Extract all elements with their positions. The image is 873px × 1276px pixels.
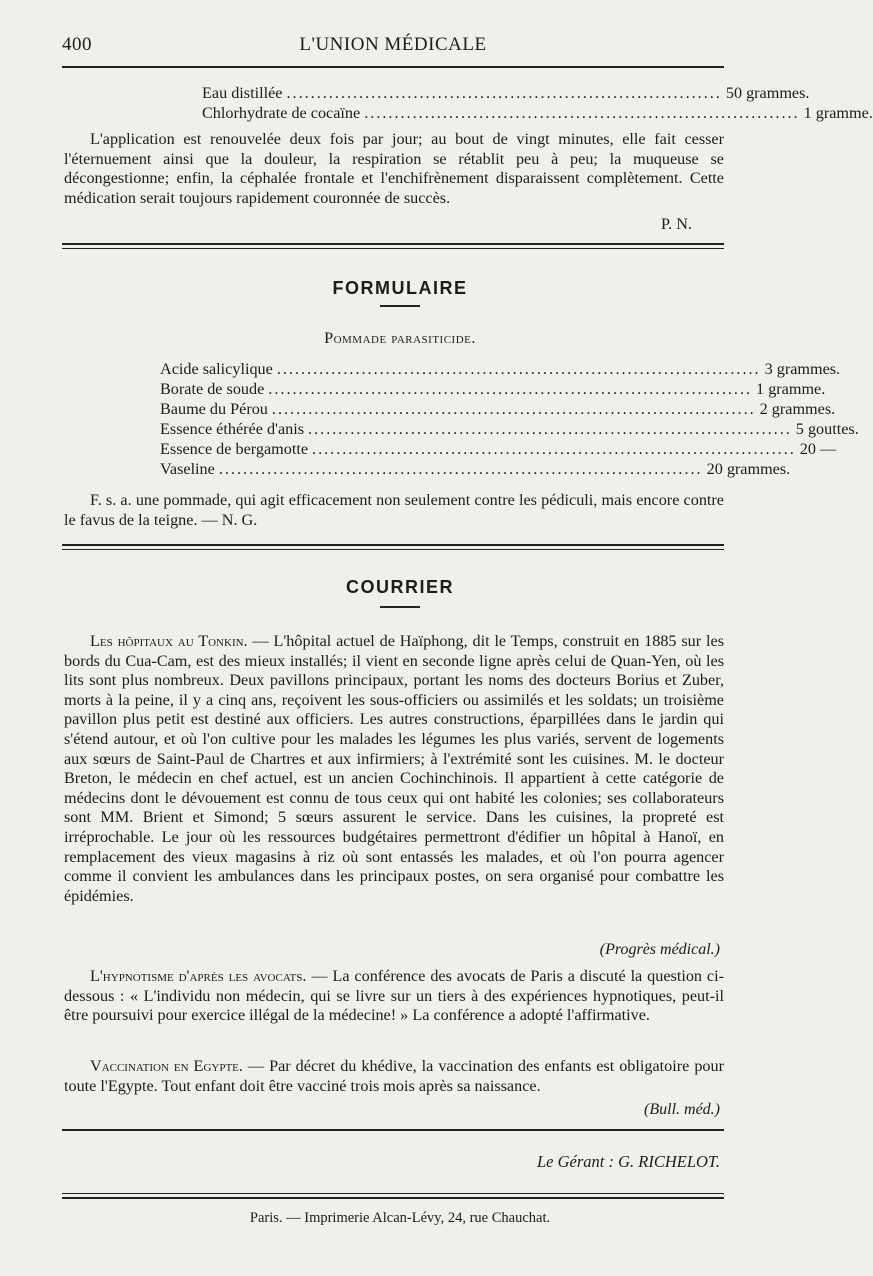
leader-dots: ................................................................................ <box>268 380 753 398</box>
item-heading: Vaccination en Egypte. <box>90 1057 243 1075</box>
item-source: (Bull. méd.) <box>644 1101 720 1118</box>
journal-title: L'UNION MÉDICALE <box>299 34 487 55</box>
leader-dots: ........................................................................ <box>286 84 722 102</box>
page-header <box>62 34 724 60</box>
printer-imprint: Paris. — Imprimerie Alcan-Lévy, 24, rue Chauchat. <box>249 1210 551 1226</box>
application-paragraph: L'application est renouvelée deux fois par jour; au bout de vingt minutes, elle fait cesser l'éternuement ainsi que la douleur, la respiration se rétablit peu à peu; la muqueuse se décongestionne; enfin, la céphalée frontale et l'enchifrènement disparaissent complètement. Cette médication serait toujours rapidement couronnée de succès. <box>64 130 724 207</box>
ingredient-line <box>160 380 826 400</box>
section-rule-thin <box>62 549 724 550</box>
paragraph-signature: P. N. <box>660 215 692 233</box>
ingredient-quantity: 5 gouttes. <box>795 420 859 438</box>
ingredient-line <box>160 420 859 440</box>
item-source: (Progrès médical.) <box>599 941 720 958</box>
leader-dots: ................................................................................ <box>312 440 796 458</box>
page-number: 400 <box>62 34 92 55</box>
ingredient-quantity: 1 gramme. <box>803 104 873 122</box>
section-rule <box>62 243 724 245</box>
ingredient-name: Chlorhydrate de cocaïne <box>202 104 361 122</box>
ingredient-line <box>160 460 791 480</box>
imprint-rule <box>62 1193 724 1194</box>
ingredient-quantity: 1 gramme. <box>756 380 826 398</box>
item-heading: L'hypnotisme d'après les avocats. <box>90 967 307 985</box>
ingredient-name: Vaseline <box>160 460 215 478</box>
closing-rule <box>62 1129 724 1131</box>
item-body: — La conférence des avocats de Paris a discuté la question ci-dessous : « L'individu non médecin, qui se livre sur un tiers à des expériences hypnotiques, peut-il être poursuivi pour exercice illégal de la médecine! » La conférence a adopté l'affirmative. <box>64 967 724 1025</box>
item-body: — Par décret du khédive, la vaccination des enfants est obligatoire pour toute l'Egypte. Tout enfant doit être vacciné trois mois après sa naissance. <box>64 1057 724 1095</box>
formulaire-instructions: F. s. a. une pommade, qui agit efficacement non seulement contre les pédiculi, mais encore contre le favus de la teigne. — N. G. <box>64 491 724 529</box>
leader-dots: ................................................................................ <box>308 420 792 438</box>
ingredient-quantity: 20 grammes. <box>706 460 791 478</box>
ingredient-quantity: 50 grammes. <box>725 84 810 102</box>
ingredient-name: Eau distillée <box>202 84 283 102</box>
item-body: — L'hôpital actuel de Haïphong, dit le Temps, construit en 1885 sur les bords du Cua-Cam, est des mieux installés; il vient en seconde ligne après celui de Quan-Yen, où les lits sont plus nombreux. Deux pavillons principaux, portant les noms des docteurs Borius et Zuber, morts à la peine, il y a cinq ans, reçoivent les sous-officiers ou assimilés et les soldats; un troisième pavillon plus petit est destiné aux officiers. Les autres constructions, éparpillées dans le jardin qui s'étend autour, et où l'on cultive pour les malades les légumes les plus variés, servent de logements aux sœurs de Saint-Paul de Chartres et aux infirmiers; à l'extrémité sont les cuisines. M. le docteur Breton, le médecin en chef actuel, est un ancien Cochinchinois. Il appartient à cette catégorie de médecins dont le dévouement est connu de tous ceux qui ont habité les colonies; ses collaborateurs sont MM. Brient et Simond; 5 sœurs assurent le service. Dans les cuisines, la propreté est irréprochable. Le jour où les ressources budgétaires permettront d'édifier un hôpital à Hanoï, en remplacement des vieux magasins à riz où sont entassés les malades, et où l'on pourra agencer comme il convient les ambulances dans les principaux postes, on sera organisé pour combattre les épidémies. <box>64 632 724 905</box>
ingredient-quantity: 20 — <box>799 440 837 458</box>
formulaire-title: FORMULAIRE <box>332 278 468 298</box>
imprint-rule-thick <box>62 1197 724 1199</box>
header-rule <box>62 66 724 68</box>
ingredient-line <box>160 360 841 380</box>
top-ingredient-line <box>202 104 873 124</box>
courrier-item-tonkin <box>64 632 724 906</box>
ingredient-name: Essence de bergamotte <box>160 440 309 458</box>
courrier-item-vaccination <box>64 1057 724 1096</box>
ingredient-name: Acide salicylique <box>160 360 273 378</box>
item-heading: Les hôpitaux au Tonkin. <box>90 632 248 650</box>
courrier-item-hypnotisme <box>64 967 724 1026</box>
ingredient-line <box>160 400 836 420</box>
editor-signature: Le Gérant : G. RICHELOT. <box>536 1152 720 1171</box>
section-rule-thin <box>62 248 724 249</box>
title-underline <box>380 305 420 307</box>
section-rule <box>62 544 724 546</box>
top-ingredient-line <box>202 84 810 104</box>
leader-dots: ................................................................................ <box>218 460 703 478</box>
ingredient-quantity: 2 grammes. <box>759 400 836 418</box>
recipe-title: Pommade parasiticide. <box>324 329 476 347</box>
leader-dots: ................................................................................ <box>276 360 761 378</box>
leader-dots: ................................................................................ <box>271 400 756 418</box>
ingredient-name: Borate de soude <box>160 380 265 398</box>
ingredient-name: Baume du Pérou <box>160 400 268 418</box>
ingredient-line <box>160 440 837 460</box>
ingredient-quantity: 3 grammes. <box>764 360 841 378</box>
leader-dots: ........................................................................ <box>364 104 800 122</box>
ingredient-name: Essence éthérée d'anis <box>160 420 305 438</box>
title-underline <box>380 606 420 608</box>
courrier-title: COURRIER <box>345 577 454 597</box>
